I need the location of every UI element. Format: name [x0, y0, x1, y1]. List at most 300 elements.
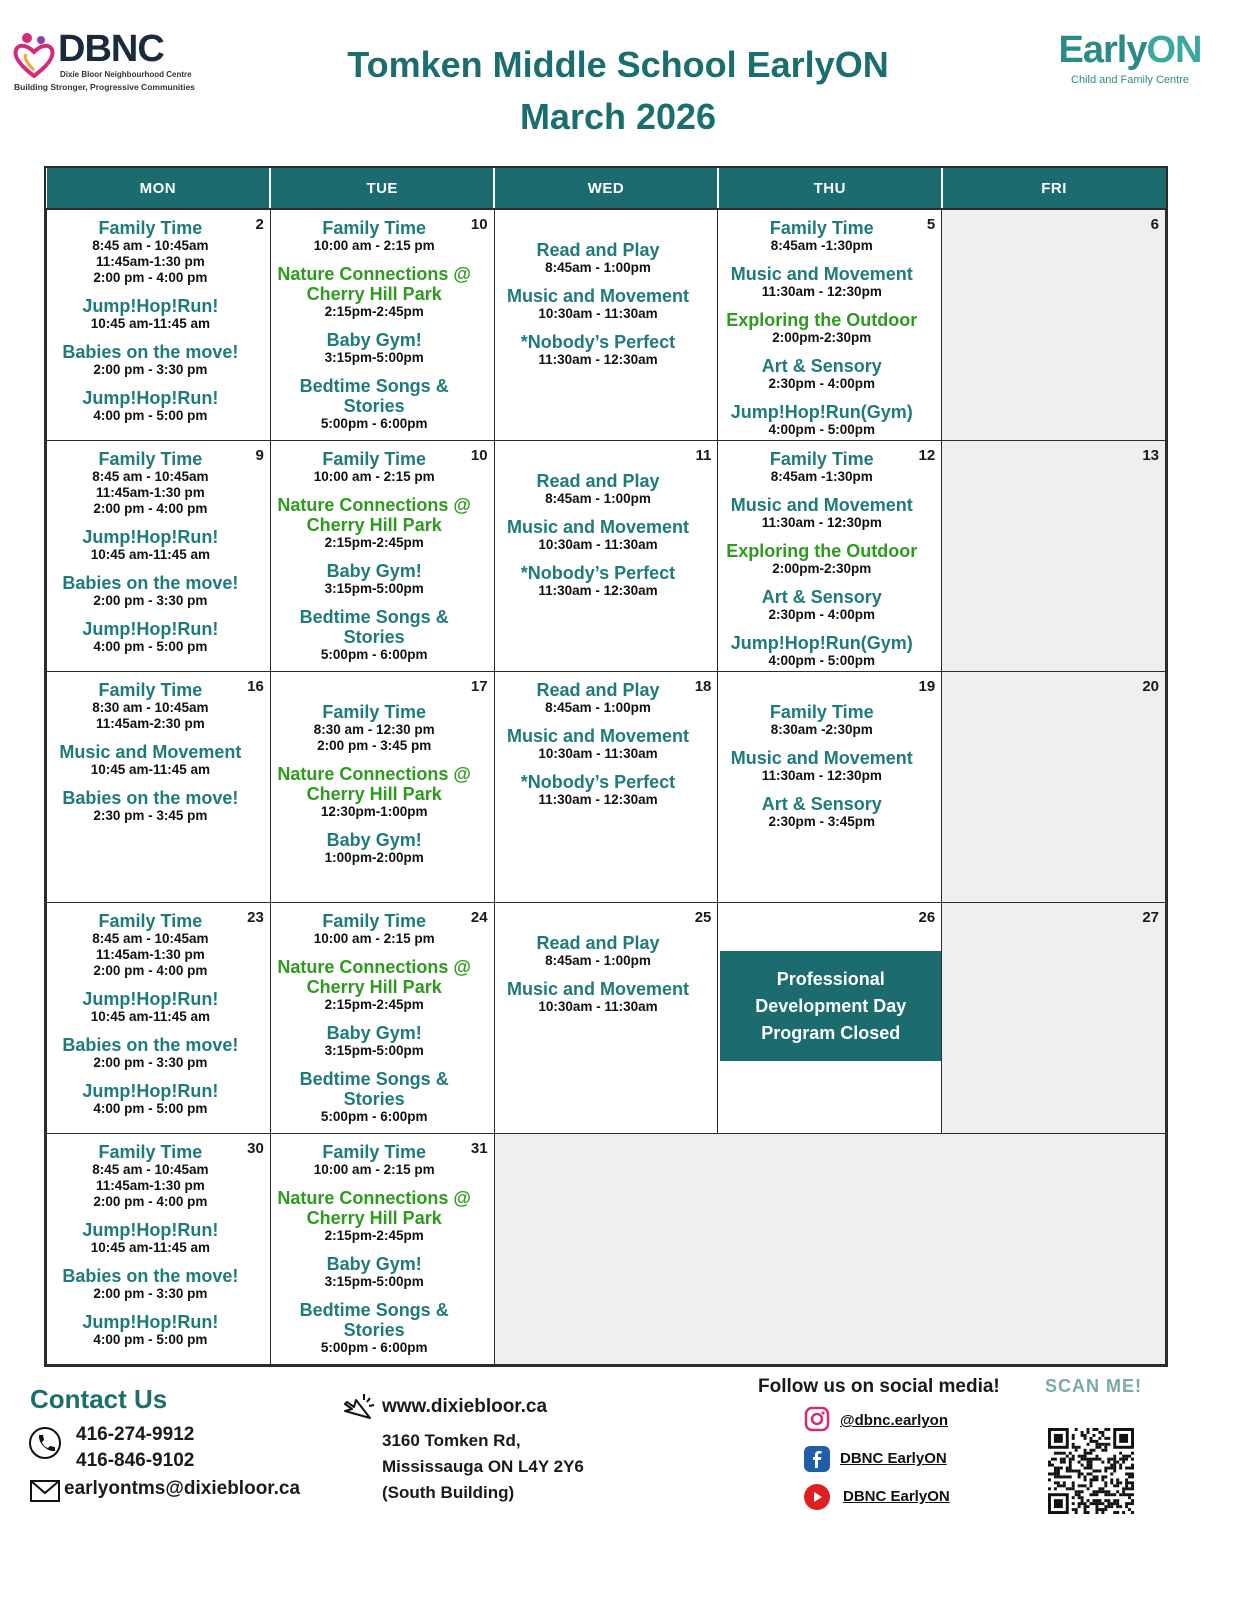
event-time: 10:30am - 11:30am	[538, 999, 658, 1014]
event-item	[501, 772, 696, 808]
event-name: Family Time	[322, 1142, 427, 1162]
event-item	[277, 607, 472, 663]
event-item	[501, 979, 696, 1015]
event-item	[501, 286, 696, 322]
facebook-icon	[804, 1446, 830, 1472]
calendar-day-cell-wed	[494, 903, 718, 1134]
calendar	[44, 166, 1168, 1367]
phone-number-1[interactable]: 416-274-9912	[76, 1424, 195, 1445]
event-item	[724, 541, 919, 577]
event-name: Babies on the move!	[62, 342, 239, 362]
calendar-day-cell-wed	[494, 441, 718, 672]
event-item	[724, 495, 919, 531]
event-time: 8:45 am - 10:45am	[92, 238, 209, 253]
event-item	[277, 1254, 472, 1290]
event-time: 2:00pm-2:30pm	[772, 330, 872, 345]
event-time: 2:30 pm - 3:45 pm	[93, 808, 208, 823]
event-name: Babies on the move!	[62, 573, 239, 593]
event-time: 8:30am -2:30pm	[770, 722, 873, 737]
dbnc-wordmark: DBNC	[58, 28, 164, 70]
event-time: 2:00 pm - 3:30 pm	[93, 1055, 208, 1070]
instagram-icon	[804, 1406, 830, 1432]
event-time: 11:45am-1:30 pm	[95, 254, 205, 269]
event-name: Babies on the move!	[62, 788, 239, 808]
event-name: Jump!Hop!Run!	[82, 1081, 219, 1101]
event-name: Baby Gym!	[326, 1254, 422, 1274]
event-time: 8:45am -1:30pm	[770, 238, 873, 253]
calendar-day-cell-tue	[270, 441, 494, 672]
event-list	[718, 441, 941, 669]
day-header-wed: WED	[494, 168, 718, 209]
calendar-day-cell-mon	[47, 441, 271, 672]
event-list	[47, 903, 270, 1117]
day-number: 31	[470, 1140, 488, 1157]
calendar-day-cell-thu	[718, 441, 942, 672]
event-list	[271, 441, 494, 663]
event-name: *Nobody’s Perfect	[520, 772, 676, 792]
earlyon-wordmark	[1050, 30, 1210, 70]
event-name: Family Time	[98, 911, 203, 931]
event-item	[277, 911, 472, 947]
event-name: Music and Movement	[506, 726, 689, 746]
event-time: 2:30pm - 4:00pm	[768, 607, 876, 622]
calendar-day-cell-thu	[718, 209, 942, 441]
event-name: Jump!Hop!Run!	[82, 989, 219, 1009]
calendar-day-cell-tue	[270, 209, 494, 441]
day-number: 10	[470, 216, 488, 233]
event-name: Family Time	[322, 449, 427, 469]
earlyon-word-b: ON	[1146, 29, 1202, 71]
event-name: Jump!Hop!Run!	[82, 1220, 219, 1240]
event-time: 2:15pm-2:45pm	[324, 997, 424, 1012]
calendar-body	[47, 209, 1166, 1365]
event-time: 3:15pm-5:00pm	[324, 1043, 424, 1058]
day-number: 18	[694, 678, 712, 695]
event-time: 10:30am - 11:30am	[538, 537, 658, 552]
event-item	[277, 376, 472, 432]
event-time: 11:30am - 12:30pm	[761, 515, 882, 530]
event-time: 11:30am - 12:30am	[538, 792, 658, 807]
event-name: Jump!Hop!Run!	[82, 388, 219, 408]
event-item	[53, 1266, 248, 1302]
event-item	[501, 471, 696, 507]
event-list	[271, 210, 494, 432]
event-list	[495, 441, 718, 599]
event-item	[277, 764, 472, 820]
event-name: Baby Gym!	[326, 830, 422, 850]
event-name: Jump!Hop!Run!	[82, 527, 219, 547]
event-item	[277, 702, 472, 754]
event-time: 2:30pm - 3:45pm	[768, 814, 876, 829]
event-item	[277, 1188, 472, 1244]
event-time: 4:00 pm - 5:00 pm	[93, 639, 208, 654]
earlyon-subtitle: Child and Family Centre	[1071, 74, 1189, 86]
event-time: 11:45am-1:30 pm	[95, 1178, 205, 1193]
event-time: 5:00pm - 6:00pm	[320, 1340, 428, 1355]
event-item	[53, 989, 248, 1025]
event-item	[53, 911, 248, 979]
day-number: 6	[1150, 216, 1159, 233]
event-name: Nature Connections @ Cherry Hill Park	[277, 264, 471, 304]
day-number: 26	[918, 909, 936, 926]
event-name: Exploring the Outdoor	[726, 541, 918, 561]
dbnc-tagline: Building Stronger, Progressive Communities	[14, 82, 195, 92]
event-name: Family Time	[98, 218, 203, 238]
phone-icon	[28, 1426, 62, 1460]
event-time: 2:00 pm - 4:00 pm	[93, 1194, 208, 1209]
calendar-week-row	[47, 672, 1166, 903]
event-time: 3:15pm-5:00pm	[324, 350, 424, 365]
event-time: 8:30 am - 12:30 pm	[313, 722, 435, 737]
calendar-week-row	[47, 209, 1166, 441]
event-time: 5:00pm - 6:00pm	[320, 416, 428, 431]
event-time: 8:45am - 1:00pm	[545, 491, 651, 506]
day-header-fri: FRI	[942, 168, 1166, 209]
day-number: 5	[926, 216, 936, 233]
event-item	[53, 342, 248, 378]
day-number: 20	[1142, 678, 1159, 695]
event-time: 2:00 pm - 4:00 pm	[93, 963, 208, 978]
address	[382, 1428, 584, 1506]
event-time: 8:45 am - 10:45am	[92, 469, 209, 484]
event-item	[501, 933, 696, 969]
mail-icon	[30, 1480, 60, 1502]
cursor-click-icon	[338, 1390, 378, 1430]
day-number: 24	[470, 909, 488, 926]
calendar-day-cell-tue	[270, 672, 494, 903]
event-list	[47, 441, 270, 655]
event-name: Art & Sensory	[761, 794, 882, 814]
event-item	[53, 1220, 248, 1256]
calendar-day-cell-wed	[494, 672, 718, 903]
event-name: *Nobody’s Perfect	[520, 332, 676, 352]
day-number: 17	[470, 678, 488, 695]
event-time: 2:00 pm - 3:30 pm	[93, 362, 208, 377]
earlyon-logo	[1050, 30, 1210, 96]
calendar-day-cell-fri	[942, 441, 1166, 672]
event-item	[53, 388, 248, 424]
event-time: 10:45 am-11:45 am	[90, 762, 211, 777]
event-item	[53, 527, 248, 563]
event-list	[495, 903, 718, 1015]
event-time: 4:00pm - 5:00pm	[768, 653, 876, 668]
event-item	[724, 633, 919, 669]
event-list	[47, 672, 270, 824]
event-item	[277, 1300, 472, 1356]
event-name: Read and Play	[536, 240, 660, 260]
event-name: Family Time	[322, 218, 427, 238]
event-list	[718, 672, 941, 830]
event-name: Nature Connections @ Cherry Hill Park	[277, 764, 471, 804]
event-item	[53, 788, 248, 824]
event-list	[271, 672, 494, 866]
event-time: 2:00 pm - 4:00 pm	[93, 270, 208, 285]
event-list	[718, 210, 941, 438]
event-item	[277, 495, 472, 551]
event-item	[53, 296, 248, 332]
event-item	[501, 517, 696, 553]
event-time: 5:00pm - 6:00pm	[320, 647, 428, 662]
event-item	[724, 356, 919, 392]
event-name: Bedtime Songs & Stories	[299, 607, 449, 647]
day-header-thu: THU	[718, 168, 942, 209]
event-time: 4:00pm - 5:00pm	[768, 422, 876, 437]
event-list	[47, 1134, 270, 1348]
event-item	[277, 1023, 472, 1059]
website-link[interactable]: www.dixiebloor.ca	[382, 1396, 548, 1417]
event-time: 4:00 pm - 5:00 pm	[93, 408, 208, 423]
day-number: 2	[255, 216, 264, 233]
event-item	[501, 332, 696, 368]
event-time: 8:30 am - 10:45am	[92, 700, 209, 715]
event-item	[53, 680, 248, 732]
calendar-table	[46, 168, 1166, 1365]
event-time: 1:00pm-2:00pm	[324, 850, 424, 865]
event-time: 2:00pm-2:30pm	[772, 561, 872, 576]
event-name: Baby Gym!	[326, 330, 422, 350]
calendar-week-row	[47, 903, 1166, 1134]
event-name: Bedtime Songs & Stories	[299, 1300, 449, 1340]
event-time: 2:15pm-2:45pm	[324, 1228, 424, 1243]
event-list	[271, 1134, 494, 1356]
social-title: Follow us on social media!	[758, 1376, 1000, 1397]
event-name: Nature Connections @ Cherry Hill Park	[277, 957, 471, 997]
event-time: 10:45 am-11:45 am	[90, 547, 211, 562]
event-item	[724, 449, 919, 485]
closed-banner-line: Professional	[776, 968, 885, 989]
calendar-header-row	[47, 168, 1166, 209]
event-name: Art & Sensory	[761, 356, 882, 376]
address-line-3: (South Building)	[382, 1483, 515, 1502]
event-name: Family Time	[322, 702, 427, 722]
event-name: Jump!Hop!Run!	[82, 1312, 219, 1332]
event-item	[53, 1312, 248, 1348]
event-time: 3:15pm-5:00pm	[324, 1274, 424, 1289]
event-name: Music and Movement	[506, 286, 689, 306]
youtube-icon	[804, 1484, 830, 1510]
event-item	[53, 619, 248, 655]
event-time: 11:30am - 12:30pm	[761, 284, 882, 299]
event-item	[53, 218, 248, 286]
event-time: 2:00 pm - 4:00 pm	[93, 501, 208, 516]
event-name: *Nobody’s Perfect	[520, 563, 676, 583]
instagram-link[interactable]: @dbnc.earlyon	[840, 1412, 948, 1429]
event-name: Family Time	[769, 702, 874, 722]
dbnc-subtitle: Dixie Bloor Neighbourhood Centre	[60, 70, 192, 79]
event-time: 2:15pm-2:45pm	[324, 304, 424, 319]
calendar-day-cell-tue	[270, 1134, 494, 1365]
facebook-link[interactable]: DBNC EarlyON	[840, 1450, 947, 1467]
calendar-day-cell-wed	[494, 209, 718, 441]
event-item	[277, 957, 472, 1013]
event-list	[47, 210, 270, 424]
youtube-link[interactable]: DBNC EarlyON	[843, 1488, 950, 1505]
event-item	[277, 1142, 472, 1178]
event-time: 8:45am - 1:00pm	[545, 700, 651, 715]
event-name: Read and Play	[536, 471, 660, 491]
event-list	[495, 672, 718, 808]
day-header-tue: TUE	[270, 168, 494, 209]
calendar-week-row	[47, 1134, 1166, 1365]
event-item	[724, 702, 919, 738]
event-item	[277, 449, 472, 485]
event-name: Read and Play	[536, 933, 660, 953]
event-time: 8:45am -1:30pm	[770, 469, 873, 484]
event-item	[724, 794, 919, 830]
event-item	[501, 726, 696, 762]
event-name: Jump!Hop!Run!	[82, 619, 219, 639]
calendar-day-cell-mon	[47, 209, 271, 441]
event-name: Bedtime Songs & Stories	[299, 1069, 449, 1109]
event-time: 11:45am-1:30 pm	[95, 947, 205, 962]
event-time: 2:15pm-2:45pm	[324, 535, 424, 550]
event-item	[53, 573, 248, 609]
event-name: Exploring the Outdoor	[726, 310, 918, 330]
program-closed-banner	[720, 951, 941, 1061]
event-time: 4:00 pm - 5:00 pm	[93, 1332, 208, 1347]
event-item	[724, 748, 919, 784]
day-number: 12	[918, 447, 936, 464]
event-name: Read and Play	[536, 680, 660, 700]
calendar-day-cell-fri	[942, 903, 1166, 1134]
event-name: Family Time	[98, 449, 203, 469]
calendar-day-cell-fri	[942, 209, 1166, 441]
event-name: Bedtime Songs & Stories	[299, 376, 449, 416]
event-name: Music and Movement	[59, 742, 242, 762]
address-line-2: Mississauga ON L4Y 2Y6	[382, 1457, 584, 1476]
event-name: Jump!Hop!Run(Gym)	[730, 402, 913, 422]
day-number: 27	[1142, 909, 1159, 926]
event-item	[724, 310, 919, 346]
event-time: 2:00 pm - 3:30 pm	[93, 593, 208, 608]
event-name: Music and Movement	[730, 495, 913, 515]
calendar-empty-cell	[494, 1134, 1165, 1365]
event-item	[501, 680, 696, 716]
event-name: Nature Connections @ Cherry Hill Park	[277, 495, 471, 535]
event-time: 8:45am - 1:00pm	[545, 260, 651, 275]
event-list	[495, 210, 718, 368]
event-time: 11:30am - 12:30am	[538, 583, 658, 598]
event-name: Babies on the move!	[62, 1266, 239, 1286]
page-subtitle-month: March 2026	[519, 96, 717, 137]
event-time: 2:00 pm - 3:30 pm	[93, 1286, 208, 1301]
event-time: 11:45am-1:30 pm	[95, 485, 205, 500]
event-item	[277, 830, 472, 866]
event-name: Nature Connections @ Cherry Hill Park	[277, 1188, 471, 1228]
day-number: 30	[247, 1140, 264, 1157]
event-item	[53, 742, 248, 778]
event-name: Jump!Hop!Run!	[82, 296, 219, 316]
contact-title: Contact Us	[30, 1384, 168, 1414]
calendar-day-cell-fri	[942, 672, 1166, 903]
day-number: 19	[918, 678, 936, 695]
event-name: Jump!Hop!Run(Gym)	[730, 633, 913, 653]
address-line-1: 3160 Tomken Rd,	[382, 1431, 521, 1450]
event-time: 10:30am - 11:30am	[538, 746, 658, 761]
event-name: Music and Movement	[506, 517, 689, 537]
event-name: Music and Movement	[730, 264, 913, 284]
email-address[interactable]: earlyontms@dixiebloor.ca	[64, 1478, 301, 1499]
event-item	[724, 587, 919, 623]
day-number: 23	[247, 909, 264, 926]
day-number: 9	[255, 447, 264, 464]
event-item	[724, 264, 919, 300]
calendar-day-cell-thu	[718, 903, 942, 1134]
event-time: 2:00 pm - 3:45 pm	[317, 738, 432, 753]
event-time: 5:00pm - 6:00pm	[320, 1109, 428, 1124]
closed-banner-line: Development Day	[755, 995, 907, 1016]
event-time: 10:00 am - 2:15 pm	[313, 931, 435, 946]
event-item	[53, 1081, 248, 1117]
event-time: 11:30am - 12:30am	[538, 352, 658, 367]
scan-me-label: SCAN ME!	[1045, 1376, 1142, 1396]
event-name: Family Time	[769, 218, 874, 238]
event-item	[277, 561, 472, 597]
event-name: Baby Gym!	[326, 1023, 422, 1043]
event-time: 10:45 am-11:45 am	[90, 316, 211, 331]
day-header-mon: MON	[47, 168, 271, 209]
event-item	[724, 402, 919, 438]
event-time: 8:45 am - 10:45am	[92, 1162, 209, 1177]
event-item	[277, 264, 472, 320]
event-time: 10:45 am-11:45 am	[90, 1240, 211, 1255]
event-time: 8:45am - 1:00pm	[545, 953, 651, 968]
calendar-day-cell-mon	[47, 903, 271, 1134]
calendar-day-cell-mon	[47, 672, 271, 903]
day-number: 10	[470, 447, 488, 464]
event-item	[53, 1142, 248, 1210]
event-time: 10:00 am - 2:15 pm	[313, 238, 435, 253]
event-time: 12:30pm-1:00pm	[320, 804, 428, 819]
event-time: 8:45 am - 10:45am	[92, 931, 209, 946]
event-item	[277, 1069, 472, 1125]
day-number: 16	[247, 678, 264, 695]
event-name: Baby Gym!	[326, 561, 422, 581]
event-time: 11:45am-2:30 pm	[95, 716, 205, 731]
event-name: Family Time	[322, 911, 427, 931]
event-time: 2:30pm - 4:00pm	[768, 376, 876, 391]
calendar-day-cell-tue	[270, 903, 494, 1134]
day-number: 13	[1142, 447, 1159, 464]
closed-banner-line: Program Closed	[761, 1022, 901, 1043]
qr-code-icon[interactable]	[1048, 1428, 1134, 1514]
event-item	[277, 218, 472, 254]
event-time: 4:00 pm - 5:00 pm	[93, 1101, 208, 1116]
event-time: 3:15pm-5:00pm	[324, 581, 424, 596]
event-name: Family Time	[98, 1142, 203, 1162]
day-number: 11	[695, 447, 712, 464]
event-time: 10:45 am-11:45 am	[90, 1009, 211, 1024]
event-name: Music and Movement	[730, 748, 913, 768]
phone-number-2[interactable]: 416-846-9102	[76, 1450, 195, 1471]
event-name: Family Time	[769, 449, 874, 469]
event-item	[501, 240, 696, 276]
calendar-week-row	[47, 441, 1166, 672]
event-item	[501, 563, 696, 599]
event-name: Music and Movement	[506, 979, 689, 999]
calendar-day-cell-mon	[47, 1134, 271, 1365]
page-title: Tomken Middle School EarlyON	[347, 44, 889, 85]
event-item	[53, 1035, 248, 1071]
event-item	[277, 330, 472, 366]
event-time: 10:30am - 11:30am	[538, 306, 658, 321]
event-time: 11:30am - 12:30pm	[761, 768, 882, 783]
event-name: Family Time	[98, 680, 203, 700]
event-name: Babies on the move!	[62, 1035, 239, 1055]
day-number: 25	[694, 909, 712, 926]
event-item	[53, 449, 248, 517]
event-list	[271, 903, 494, 1125]
